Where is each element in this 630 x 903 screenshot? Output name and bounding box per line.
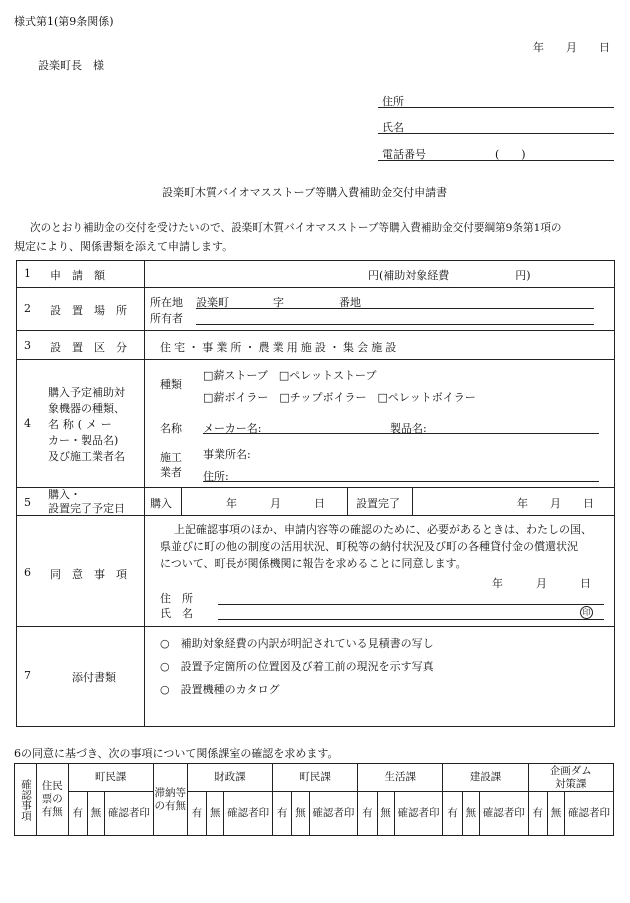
consent-text-1: 上記確認事項のほか、申請内容等の確認のために、必要があるときは、わたしの国、 [174,523,592,536]
attachment-item-1: ○ 補助対象経費の内訳が明記されている見積書の写し [160,637,434,650]
intro-line-2: 規定により、関係書類を添えて申請します。 [14,240,234,253]
consent-name-line [218,619,604,620]
no-col[interactable]: 無 [462,792,479,836]
row1-label: 申 請 額 [50,269,105,282]
phone-line [378,160,614,161]
checker-seal-col[interactable]: 確認者印 [309,792,358,836]
maker-line [203,433,599,434]
office-name-label: 事業所名: [203,448,251,461]
cell-divider [181,487,182,515]
cell-divider [347,487,348,515]
checker-seal-col[interactable]: 確認者印 [394,792,443,836]
contractor-label-line: 施工 [160,451,182,464]
row4-number: 4 [24,417,31,430]
owner-label: 所有者 [150,312,183,325]
contractor-label-line: 業者 [160,466,182,479]
completion-date[interactable]: 年 月 日 [517,497,594,510]
installation-category: 住宅・事業所・農業用施設・集会施設 [160,341,400,354]
type-label: 種類 [160,378,182,391]
contractor-address-label: 住所: [203,470,229,483]
row-divider [16,626,614,627]
contractor-line [203,481,599,482]
consent-date[interactable]: 年 月 日 [492,577,591,590]
row5-label [48,488,125,516]
name-label: 氏名 [382,121,404,134]
yes-col[interactable]: 有 [187,792,206,836]
row-divider [16,287,614,288]
location-value: 設楽町 字 番地 [196,296,361,309]
row-divider [16,330,614,331]
confirmation-table [14,763,614,836]
dept-header-line: 企画ダム [549,764,592,777]
no-col[interactable]: 無 [88,792,105,836]
row6-label: 同 意 事 項 [50,568,127,581]
product-label: 製品名: [390,422,427,435]
row2-number: 2 [24,302,31,315]
no-col[interactable]: 無 [207,792,224,836]
address-line [378,107,614,108]
row4-label-line: カー・製品名) [48,434,119,447]
checker-seal-col[interactable]: 確認者印 [565,792,614,836]
requested-amount: 円(補助対象経費 円) [368,269,531,282]
form-number: 様式第1(第9条関係) [14,15,114,28]
tax-check-header: 滞納等の有無 [153,764,187,836]
phone-paren: ( ) [495,148,526,161]
row-divider [16,359,614,360]
maker-label: メーカー名: [203,422,262,435]
contractor-label [160,450,182,480]
attachment-item-2: ○ 設置予定箇所の位置図及び着工前の現況を示す写真 [160,660,434,673]
date-header: 年 月 日 [533,41,610,54]
document-title: 設楽町木質バイオマスストーブ等購入費補助金交付申請書 [162,186,448,199]
type-options-1[interactable]: □薪ストーブ □ペレットストーブ [203,369,377,382]
address-label: 住所 [382,95,404,108]
row7-label: 添付書類 [72,671,116,684]
consent-name-label: 氏 名 [160,607,193,620]
seal-mark-icon [580,605,593,619]
row2-label: 設 置 場 所 [50,304,127,317]
dept-header: 町民課 [68,764,153,792]
yes-col[interactable]: 有 [528,792,547,836]
resident-check-header: 住民票の有無 [36,764,68,836]
checker-seal-col[interactable]: 確認者印 [479,792,528,836]
completion-label: 設置完了 [356,497,400,510]
yes-col[interactable]: 有 [68,792,87,836]
dept-header: 建設課 [443,764,528,792]
consent-text-2: 県並びに町の他の制度の活用状況、町税等の納付状況及び町の各種貸付金の償還状況 [160,540,578,553]
name-line [378,133,614,134]
consent-address-label: 住 所 [160,592,193,605]
type-options-2[interactable]: □薪ボイラー □チップボイラー □ペレットボイラー [203,391,476,404]
row4-label-line: 購入予定補助対 [48,386,125,399]
row5-label-line: 購入・ [48,488,81,501]
row4-label-line: 象機器の種類、 [48,402,125,415]
checker-seal-col[interactable]: 確認者印 [105,792,154,836]
dept-header: 生活課 [358,764,443,792]
phone-label: 電話番号 [382,148,426,161]
no-col[interactable]: 無 [377,792,394,836]
row1-number: 1 [24,267,31,280]
owner-line [196,324,594,325]
dept-header: 町民課 [273,764,358,792]
addressee: 設楽町長 様 [38,59,104,72]
yes-col[interactable]: 有 [273,792,292,836]
confirm-intro: 6の同意に基づき、次の事項について関係課室の確認を求めます。 [14,747,339,760]
purchase-date[interactable]: 年 月 日 [226,497,325,510]
consent-address-line [218,604,604,605]
dept-header: 財政課 [187,764,272,792]
row4-label-line: 及び施工業者名 [48,450,125,463]
row5-number: 5 [24,496,31,509]
row7-number: 7 [24,669,31,682]
consent-text-3: について、町長が関係機関に報告を求めることに同意します。 [160,557,467,570]
dept-header-line: 対策課 [555,777,587,790]
purchase-label: 購入 [150,497,172,510]
seal-text: 印 [580,606,593,619]
row3-number: 3 [24,339,31,352]
cell-divider [412,487,413,515]
confirm-items-header: 確認事項 [15,764,37,836]
yes-col[interactable]: 有 [443,792,462,836]
row4-label-line: 名称(メー [48,418,116,431]
location-label: 所在地 [150,296,183,309]
no-col[interactable]: 無 [548,792,565,836]
row4-label [48,385,125,465]
intro-line-1: 次のとおり補助金の交付を受けたいので、設楽町木質バイオマスストーブ等購入費補助金交付要綱第9条第1項の [30,222,562,234]
row6-number: 6 [24,566,31,579]
yes-col[interactable]: 有 [358,792,377,836]
equipment-name-label: 名称 [160,422,182,435]
row5-label-line: 設置完了予定日 [48,502,125,515]
attachment-item-3: ○ 設置機種のカタログ [160,683,280,696]
no-col[interactable]: 無 [292,792,309,836]
location-line [196,308,594,309]
dept-header [528,764,613,792]
checker-seal-col[interactable]: 確認者印 [224,792,273,836]
row3-label: 設 置 区 分 [50,341,127,354]
